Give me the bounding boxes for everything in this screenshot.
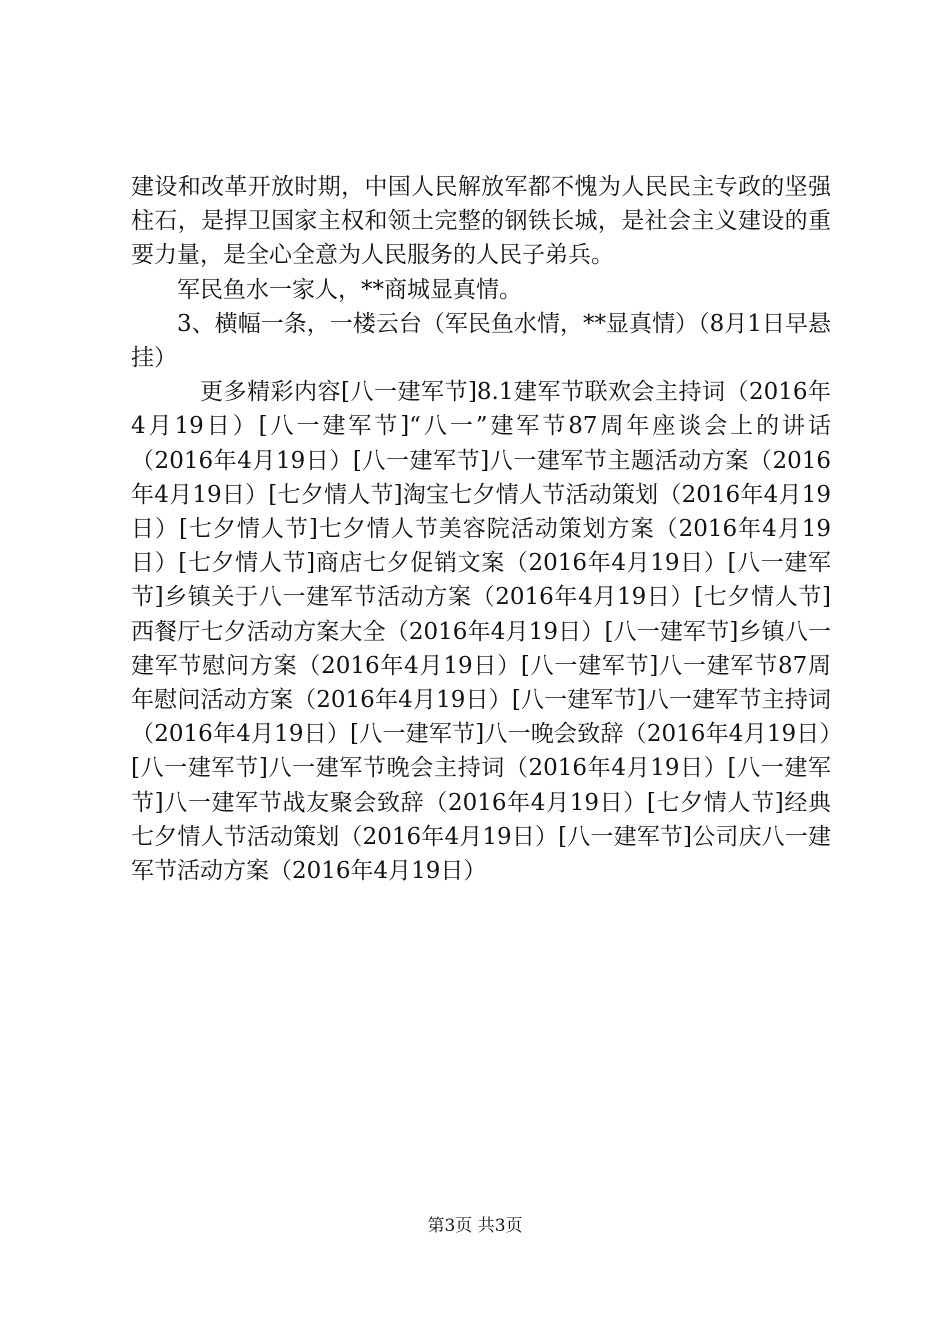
page-number-footer: 第3页 共3页 bbox=[427, 1216, 523, 1236]
document-body bbox=[131, 170, 831, 888]
paragraph-slogan: 军民鱼水一家人，**商城显真情。 bbox=[177, 276, 522, 303]
paragraph-more-content: 更多精彩内容[八一建军节]8.1建军节联欢会主持词（2016年4月19日）[八一建军节]“八一”建军节87周年座谈会上的讲话（2016年4月19日）[八一建军节]八一建军节主题活动方案（2016年4月19日）[七夕情人节]淘宝七夕情人节活动策划（2016年4月19日）[七夕情人节]七夕情人节美容院活动策划方案（2016年4月19日）[七夕情人节]商店七夕促销文案（2016年4月19日）[八一建军节]乡镇关于八一建军节活动方案（2016年4月19日）[七夕情人节]西餐厅七夕活动方案大全（2016年4月19日）[八一建军节]乡镇八一建军节慰问方案（2016年4月19日）[八一建军节]八一建军节87周年慰问活动方案（2016年4月19日）[八一建军节]八一建军节主持词（2016年4月19日）[八一建军节]八一晚会致辞（2016年4月19日）[八一建军节]八一建军节晚会主持词（2016年4月19日）[八一建军节]八一建军节战友聚会致辞（2016年4月19日）[七夕情人节]经典七夕情人节活动策划（2016年4月19日）[八一建军节]公司庆八一建军节活动方案（2016年4月19日） bbox=[131, 379, 831, 885]
paragraph-banner: 3、横幅一条，一楼云台（军民鱼水情，**显真情）（8月1日早悬挂） bbox=[131, 310, 831, 372]
paragraph-history: 建设和改革开放时期，中国人民解放军都不愧为人民民主专政的坚强柱石，是捍卫国家主权和领土完整的钢铁长城，是社会主义建设的重要力量，是全心全意为人民服务的人民子弟兵。 bbox=[131, 174, 831, 269]
